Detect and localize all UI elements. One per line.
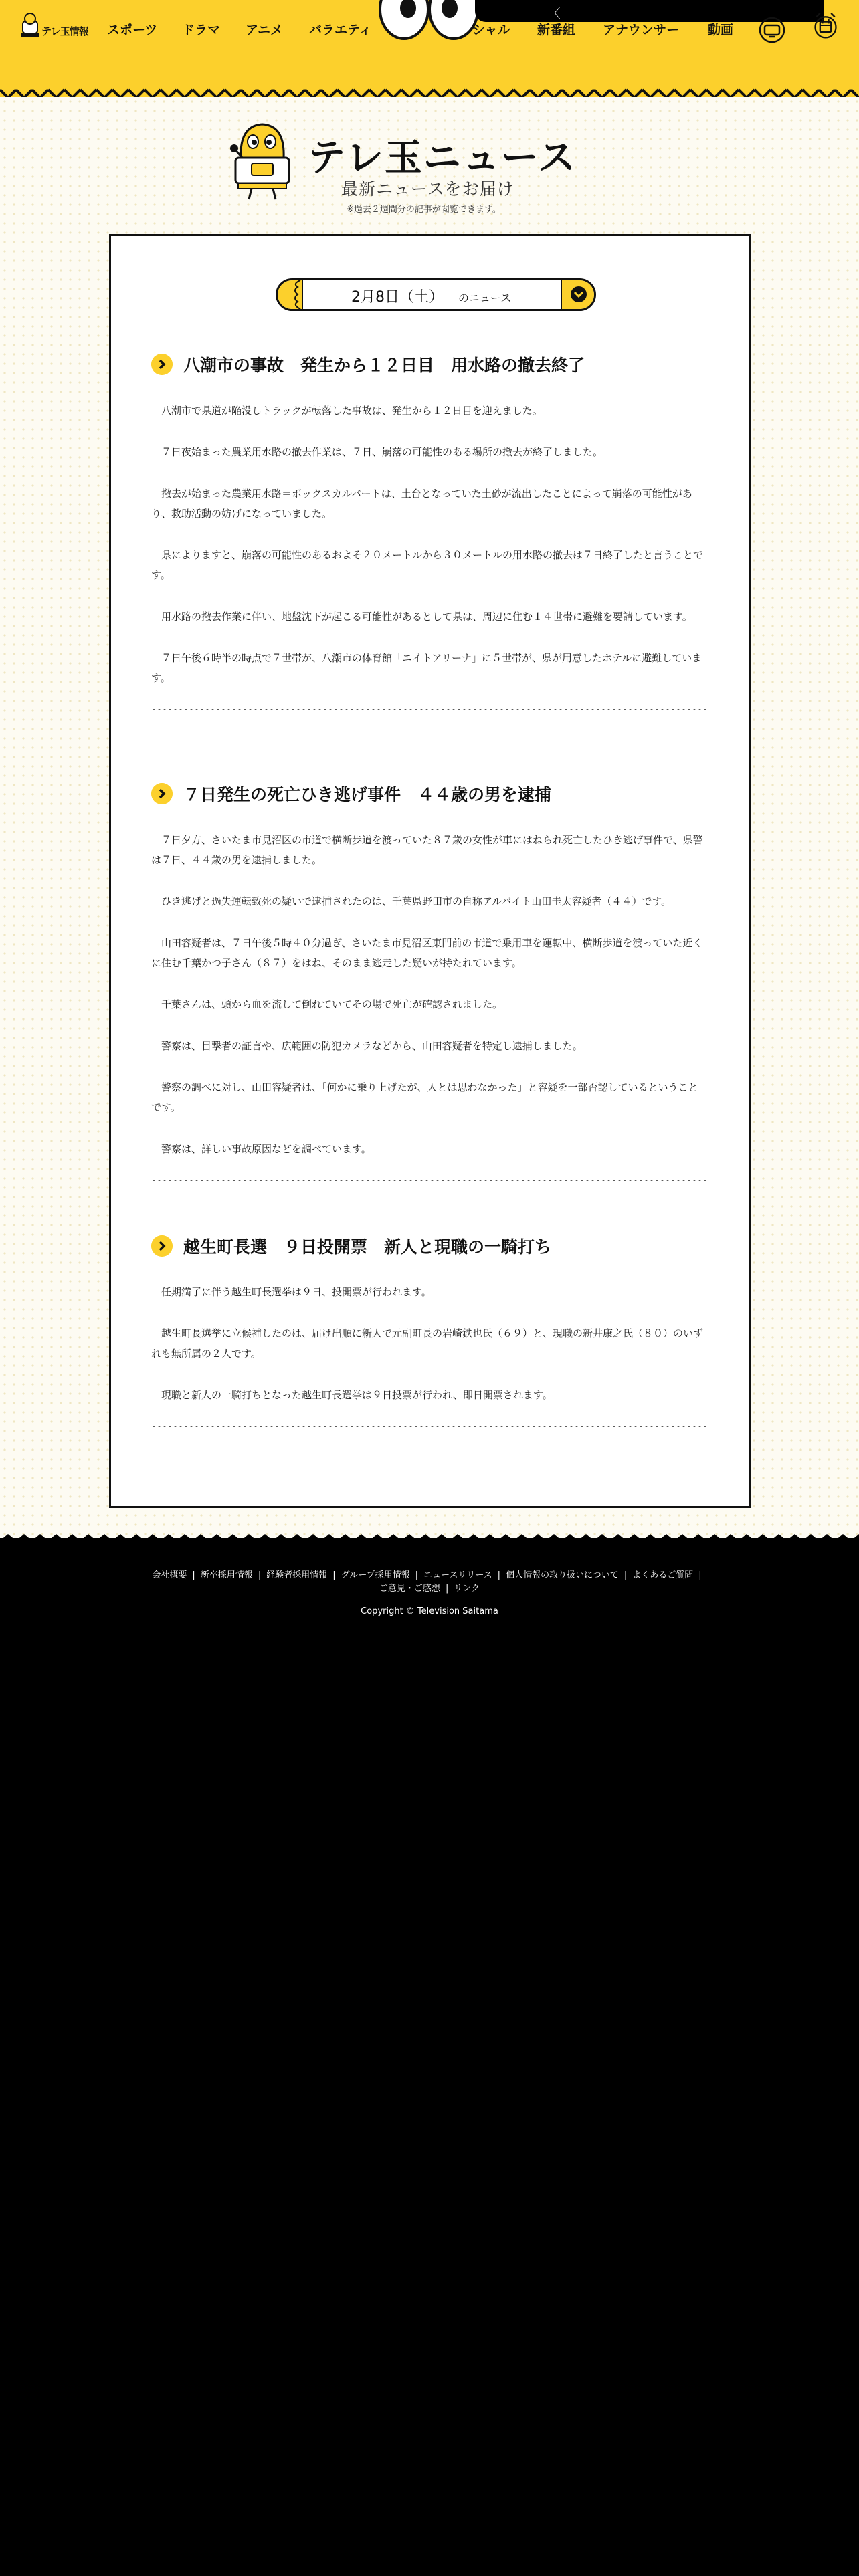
article-paragraph: ７日午後６時半の時点で７世帯が、八潮市の体育館「エイトアリーナ」に５世帯が、県が用意したホテルに避難しています。: [151, 652, 702, 684]
article-paragraph: 県によりますと、崩落の可能性のあるおよそ２０メートルから３０メートルの用水路の撤去は７日終了したと言うことです。: [151, 549, 704, 581]
article-paragraph: ひき逃げと過失運転致死の疑いで逮捕されたのは、千葉県野田市の自称アルバイト山田圭太容疑者（４４）です。: [161, 895, 672, 907]
nav-drama[interactable]: ドラマ: [182, 23, 221, 37]
footer-zigzag-divider: [0, 1531, 859, 1546]
article-paragraph: 山田容疑者は、７日午後５時４０分過ぎ、さいたま市見沼区東門前の市道で乗用車を運転中、横断歩道を渡っていた近くに住む千葉かつ子さん（８７）をはね、そのまま逃走した疑いが持たれています。: [151, 937, 703, 969]
date-select[interactable]: [276, 278, 596, 311]
news-article-3: [151, 1232, 706, 1428]
article-body: [151, 1282, 706, 1405]
article-paragraph: 現職と新人の一騎打ちとなった越生町長選挙は９日投票が行われ、即日開票されます。: [161, 1389, 553, 1401]
dropdown-toggle[interactable]: [561, 280, 594, 309]
mascot-eyes-icon: [379, 0, 479, 40]
article-paragraph: 越生町長選挙に立候補したのは、届け出順に新人で元副町長の岩崎鉄也氏（６９）と、現職の新井康之氏（８０）のいずれも無所属の２人です。: [151, 1327, 704, 1360]
site-logo[interactable]: [19, 9, 89, 43]
footer-link-new-grad-recruit[interactable]: 新卒採用情報: [200, 1570, 253, 1580]
news-article-1: [151, 351, 706, 711]
article-paragraph: 警察は、詳しい事故原因などを調べています。: [161, 1143, 371, 1155]
footer-links-row-1: 会社概要 | 新卒採用情報 | 経験者採用情報 | グループ採用情報 | ニュースリリース | 個人情報の取り扱いについて | よくあるご質問 |: [152, 1570, 702, 1580]
nav-special[interactable]: シャル: [472, 23, 510, 37]
article-header[interactable]: [151, 1232, 706, 1259]
article-title[interactable]: 越生町長選 ９日投開票 新人と現職の一騎打ち: [183, 1237, 552, 1257]
bar-chevron-icon[interactable]: 〈: [547, 5, 561, 21]
archive-note: ※過去２週間分の記事が閲覧できます。: [347, 205, 501, 215]
chevron-right-icon: [151, 354, 173, 375]
site-header: [0, 0, 859, 97]
page-title: テレ玉ニュース: [308, 136, 577, 180]
nav-anime[interactable]: アニメ: [246, 23, 284, 37]
article-body: [151, 830, 706, 1159]
article-header[interactable]: [151, 351, 706, 378]
footer-link-links[interactable]: リンク: [454, 1584, 480, 1594]
footer-link-feedback[interactable]: ご意見・ご感想: [379, 1584, 440, 1594]
tele-tama-mascot-icon: [229, 119, 296, 203]
article-body: [151, 401, 706, 688]
date-suffix: のニュース: [458, 292, 512, 304]
article-title[interactable]: ７日発生の死亡ひき逃げ事件 ４４歳の男を逮捕: [183, 785, 552, 804]
logo-text: テレ玉情報: [41, 25, 88, 37]
footer-link-career-recruit[interactable]: 経験者採用情報: [266, 1570, 328, 1580]
footer-link-faq[interactable]: よくあるご質問: [632, 1570, 694, 1580]
footer-link-privacy[interactable]: 個人情報の取り扱いについて: [506, 1570, 619, 1580]
footer-link-company[interactable]: 会社概要: [152, 1570, 187, 1580]
article-paragraph: 撤去が始まった農業用水路＝ボックスカルバートは、土台となっていた土砂が流出したことによって崩落の可能性があり、救助活動の妨げになっていました。: [151, 488, 692, 520]
news-card: [109, 234, 751, 1508]
footer-links: [127, 1569, 732, 1596]
chevron-down-icon: [562, 280, 595, 309]
selected-date: 2月8日（土）: [351, 289, 444, 306]
article-paragraph: 用水路の撤去作業に伴い、地盤沈下が起こる可能性があるとして県は、周辺に住む１４世帯に避難を要請しています。: [161, 611, 692, 623]
chevron-right-icon: [151, 1235, 173, 1257]
dotted-divider: [151, 1179, 706, 1182]
article-paragraph: 任期満了に伴う越生町長選挙は９日、投開票が行われます。: [161, 1286, 432, 1298]
page-subtitle: 最新ニュースをお届け: [341, 179, 514, 199]
article-paragraph: ７日夕方、さいたま市見沼区の市道で横断歩道を渡っていた８７歳の女性が車にはねられ死亡したひき逃げ事件で、県警は７日、４４歳の男を逮捕しました。: [151, 834, 703, 866]
dotted-divider: [151, 1425, 706, 1428]
news-article-2: [151, 780, 706, 1182]
dotted-divider: [151, 708, 706, 711]
nav-variety[interactable]: バラエティ: [309, 23, 372, 37]
chevron-right-icon: [151, 783, 173, 804]
footer-links-row-2: ご意見・ご感想 | リンク: [379, 1584, 480, 1594]
article-paragraph: 千葉さんは、頭から血を流して倒れていてその場で死亡が確認されました。: [161, 998, 503, 1010]
nav-announcers[interactable]: アナウンサー: [603, 23, 680, 37]
article-paragraph: ７日夜始まった農業用水路の撤去作業は、７日、崩落の可能性のある場所の撤去が終了しました。: [161, 446, 603, 458]
article-title[interactable]: 八潮市の事故 発生から１２日目 用水路の撤去終了: [183, 356, 585, 375]
article-paragraph: 警察の調べに対し、山田容疑者は、「何かに乗り上げたが、人とは思わなかった」と容疑を一部否認しているということです。: [151, 1081, 698, 1113]
copyright: Copyright © Television Saitama: [361, 1606, 498, 1616]
article-paragraph: 警察は、目撃者の証言や、広範囲の防犯カメラなどから、山田容疑者を特定し逮捕しました。: [161, 1040, 583, 1052]
nav-videos[interactable]: 動画: [708, 23, 734, 37]
wavy-edge-icon: [278, 280, 303, 309]
nav-sports[interactable]: スポーツ: [107, 23, 158, 37]
tv-icon[interactable]: [758, 16, 786, 44]
footer-link-news-release[interactable]: ニュースリリース: [423, 1570, 492, 1580]
nav-new-programs[interactable]: 新番組: [537, 23, 576, 37]
footer-link-group-recruit[interactable]: グループ採用情報: [341, 1570, 410, 1580]
article-header[interactable]: [151, 780, 706, 807]
calendar-icon[interactable]: [812, 12, 840, 40]
article-paragraph: 八潮市で県道が陥没しトラックが転落した事故は、発生から１２日目を迎えました。: [161, 405, 543, 417]
pill-left-cap: [278, 280, 303, 309]
